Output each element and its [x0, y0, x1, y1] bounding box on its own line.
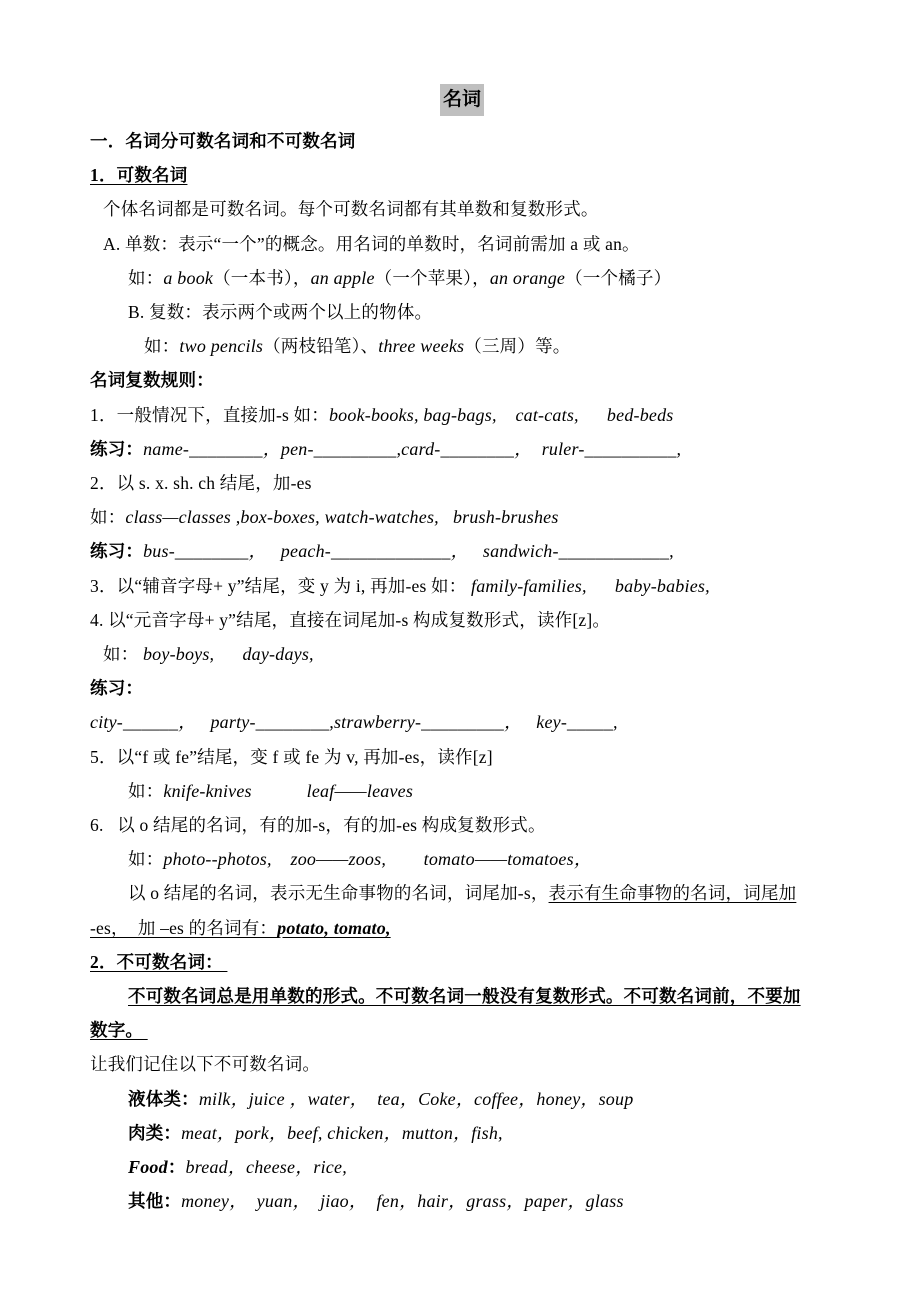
text-segment: 练习：	[90, 678, 144, 699]
text-segment: 如：	[128, 780, 164, 801]
text-segment: 1．一般情况下，直接加-s 如：	[90, 404, 329, 425]
text-segment: 3．以“辅音字母+ y”结尾，变 y 为 i, 再加-es 如：	[90, 575, 472, 596]
doc-line-16	[103, 637, 834, 671]
doc-line-8	[90, 363, 834, 397]
text-segment: 如：	[90, 507, 126, 528]
text-segment: 2．以 s. x. sh. ch 结尾，加-es	[90, 473, 312, 494]
text-segment: name-________，pen-_________,card-________， ruler-__________,	[143, 438, 682, 459]
text-segment: 名词复数规则：	[90, 370, 214, 391]
text-segment: B. 复数：表示两个或两个以上的物体。	[128, 302, 433, 323]
text-segment: boy-boys, day-days,	[142, 644, 314, 665]
text-segment: potato, tomato,	[277, 917, 391, 938]
doc-line-31	[128, 1150, 834, 1184]
text-segment: money， yuan， jiao， fen，hair，grass，paper，glass	[181, 1191, 624, 1212]
doc-line-19	[90, 740, 834, 774]
doc-line-29	[128, 1082, 834, 1116]
text-segment: 其他：	[128, 1191, 182, 1212]
title-row	[90, 84, 834, 116]
doc-line-20	[128, 774, 834, 808]
text-segment: 液体类：	[128, 1088, 199, 1109]
text-segment: （一个橘子）	[565, 267, 672, 288]
doc-line-30	[128, 1116, 834, 1150]
text-segment: 6. 以 o 结尾的名词，有的加-s，有的加-es 构成复数形式。	[90, 815, 546, 836]
text-segment: 如：	[128, 267, 164, 288]
text-segment: a book	[163, 267, 214, 288]
doc-line-21	[90, 808, 834, 842]
doc-line-17	[90, 671, 834, 705]
document-lines	[90, 124, 834, 1219]
doc-line-4	[103, 227, 834, 261]
text-segment: 如：	[128, 849, 164, 870]
text-segment: Food	[128, 1157, 168, 1178]
text-segment: leaf——leaves	[306, 780, 414, 801]
text-segment: milk，juice ，water， tea，Coke，coffee，honey，soup	[198, 1088, 634, 1109]
text-segment: 不可数名词总是用单数的形式。不可数名词一般没有复数形式。不可数名词前，不要加	[128, 986, 801, 1007]
text-segment: （一本书），	[213, 267, 311, 288]
doc-line-11	[90, 466, 834, 500]
text-segment: book-books, bag-bags, cat-cats, bed-beds	[328, 404, 674, 425]
text-segment: 如：	[144, 336, 180, 357]
doc-line-12	[90, 500, 834, 534]
text-segment: two pencils	[179, 336, 264, 357]
doc-line-18	[90, 705, 834, 739]
doc-line-10	[90, 432, 834, 466]
text-segment	[252, 781, 307, 801]
text-segment: 让我们记住以下不可数名词。	[90, 1054, 321, 1075]
doc-line-6	[128, 295, 834, 329]
text-segment: ：	[167, 1157, 186, 1178]
doc-line-32	[128, 1184, 834, 1218]
text-segment: 练习：	[90, 438, 144, 459]
text-segment: 表示有生命事物的名词，词尾加	[548, 883, 797, 904]
text-segment: A. 单数：表示“一个”的概念。用名词的单数时，名词前需加 a 或 an。	[103, 233, 640, 254]
text-segment: an orange	[489, 267, 566, 288]
text-segment: photo--photos, zoo——zoos, tomato——tomatoes，	[163, 849, 593, 870]
doc-line-2	[90, 158, 834, 192]
text-segment: 一．名词分可数名词和不可数名词	[90, 131, 356, 151]
text-segment: 练习：	[90, 541, 144, 562]
doc-line-26	[128, 979, 834, 1013]
text-segment: 个体名词都是可数名词。每个可数名词都有其单数和复数形式。	[103, 199, 599, 220]
text-segment: （一个苹果），	[374, 267, 490, 288]
text-segment: 以 o 结尾的名词，表示无生命事物的名词，词尾加-s，	[128, 883, 549, 904]
text-segment: 4. 以“元音字母+ y”结尾，直接在词尾加-s 构成复数形式，读作[z]。	[90, 609, 611, 630]
text-segment: 肉类：	[128, 1122, 182, 1143]
doc-line-28	[90, 1047, 834, 1081]
text-segment: -es， 加 –es 的名词有：	[90, 917, 278, 938]
doc-line-9	[90, 398, 834, 432]
text-segment: 如：	[103, 644, 143, 665]
text-segment: family-families, baby-babies,	[471, 575, 710, 596]
text-segment: 2．不可数名词：	[90, 951, 228, 972]
text-segment: 数字。	[90, 1020, 148, 1041]
doc-line-13	[90, 534, 834, 568]
doc-line-1	[90, 124, 834, 158]
text-segment: 1．可数名词	[90, 165, 188, 186]
page-title: 名词	[440, 84, 484, 116]
text-segment: three weeks	[378, 336, 465, 357]
doc-line-15	[90, 603, 834, 637]
doc-line-3	[103, 192, 834, 226]
text-segment: （三周）等。	[464, 336, 571, 357]
text-segment: bus-________， peach-_____________， sandwich-____________,	[143, 541, 674, 562]
text-segment: an apple	[310, 267, 375, 288]
text-segment: 5．以“f 或 fe”结尾，变 f 或 fe 为 v, 再加-es，读作[z]	[90, 746, 493, 767]
doc-line-27	[90, 1013, 834, 1047]
doc-line-22	[128, 842, 834, 876]
text-segment: （两枝铅笔）、	[263, 336, 379, 357]
doc-line-24	[90, 911, 834, 945]
text-segment: meat，pork，beef, chicken，mutton，fish,	[181, 1122, 503, 1143]
text-segment: city-______， party-________,strawberry-_________， key-_____,	[90, 712, 618, 733]
text-segment: class—classes ,box-boxes, watch-watches, brush-brushes	[125, 507, 559, 528]
text-segment: knife-knives	[163, 780, 252, 801]
doc-line-5	[128, 261, 834, 295]
doc-line-23	[128, 876, 834, 910]
doc-line-25	[90, 945, 834, 979]
doc-line-7	[144, 329, 834, 363]
text-segment: bread，cheese，rice,	[185, 1157, 347, 1178]
doc-line-14	[90, 569, 834, 603]
